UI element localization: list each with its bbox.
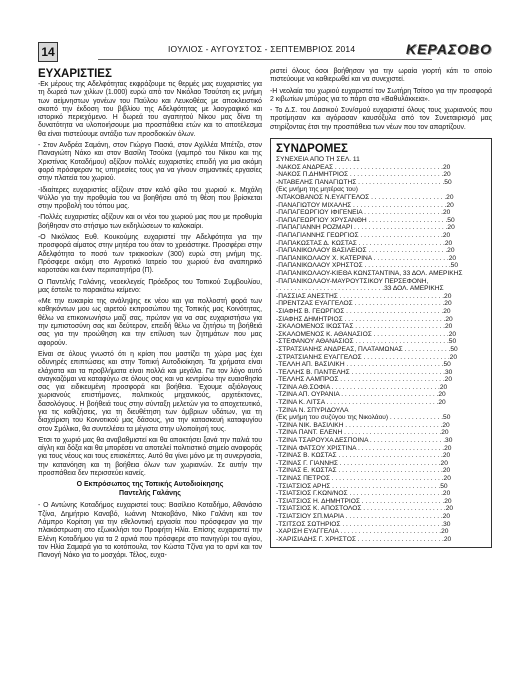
thanks-paragraph: -Εκ μέρους της Αδελφότητας εκφράζουμε τις θερμές μας ευχαριστίες για τη δωρεά των χιλίων (1.000) ευρώ από τον Νικόλαο Τσούτση εις μνήμη των αείμνηστων γονέων του Παύλου και Λευκοθέας με αποκλειστικό σκοπό την έκδοση του βιβλίου της Αδελφότητας με λαογραφικό και ιστορικό περιεχόμενο. Η δωρεά του αγαπητού Νίκου μας δίνει τη δυνατότητα να υλοποιήσουμε μια προσπάθεια ετών και το αποτέλεσμα θα είναι πιστεύουμε αντάξιο των προσδοκιών όλων. bbox=[38, 81, 262, 138]
subscription-row: -ΤΣΙΤΣΟΣ ΣΩΤΗΡΙΟΣ . . . . . . . . . . . . . . . . . . . . . . . . . . . .30 bbox=[276, 520, 451, 528]
right-column bbox=[270, 68, 492, 548]
subscription-row: -ΠΑΠΑΝΙΚΟΛΑΟΥ ΧΡΗΣΤΟΣ . . . . . . . . . . . . . . . . . . . . . . . .50 bbox=[276, 262, 459, 270]
thanks-paragraph: Ο Παντελής Γαλάνης, νεοεκλεγείς Πρόεδρος του Τοπικού Συμβουλίου, μας έστειλε το παρακάτω κείμενο: bbox=[38, 278, 262, 294]
thanks-paragraph: «Με την ευκαιρία της ανάληψης εκ νέου και για πολλοστή φορά των καθηκόντων μου ως αιρετού εκπροσώπου της Τοπικής μας Κοινότητας, θέλω να επικοινωνήσω μαζί σας, πρώτον για να σας ευχαριστήσω για την εμπιστοσύνη σας και δεύτερον, επειδή θέλω να ζητήσω τη βοήθειά σας για την προώθηση και την επίλυση των ζητημάτων που μας αφορούν. bbox=[38, 298, 262, 347]
subscription-row: -ΤΣΙΑΤΣΙΟΣ ΑΡΗΣ . . . . . . . . . . . . . . . . . . . . . . . . . . . . . .50 bbox=[276, 482, 448, 490]
thanks-paragraph: -Ιδιαίτερες ευχαριστίες αξίζουν στον καλό φίλο του χωριού κ. Μιχάλη Ψύλλο για την προθυμία του να βοηθήσει από τη θέση που βρίσκεται στην προβολή του τόπου μας. bbox=[38, 186, 262, 211]
subscription-row: -ΤΖΙΝΑΣ Ε. ΚΩΣΤΑΣ . . . . . . . . . . . . . . . . . . . . . . . . . . . . .20 bbox=[276, 467, 451, 475]
subscription-row: (Εις μνήμη της μητέρας του) bbox=[276, 186, 358, 194]
page-number: 14 bbox=[38, 42, 58, 62]
subscription-row: -ΤΖΙΝΑ ΝΙΚ. ΒΑΣΙΛΙΚΗ . . . . . . . . . . . . . . . . . . . . . . . . . . .20 bbox=[276, 421, 450, 429]
subscription-row: -ΤΖΙΝΑ ΦΑΤΣΟΥ ΧΡΙΣΤΙΝΑ . . . . . . . . . . . . . . . . . . . . . . . .20 bbox=[276, 444, 452, 452]
subscription-row: -ΠΑΠΑΓΙΑΝΝΗ ΡΟΖΜΑΡΙ . . . . . . . . . . . . . . . . . . . . . . . . . .20 bbox=[276, 224, 455, 232]
subscription-row: -ΠΑΠΑΓΕΩΡΓΙΟΥ ΧΡΥΣΑΝΘΗ . . . . . . . . . . . . . . . . . . . . . .50 bbox=[276, 216, 455, 224]
subscription-row: -ΤΕΛΛΗΣ ΛΑΜΠΡΟΣ . . . . . . . . . . . . . . . . . . . . . . . . . . . . .20 bbox=[276, 376, 452, 384]
subscription-row: -ΤΕΛΛΗ ΑΠ. ΒΑΣΙΛΙΚΗ . . . . . . . . . . . . . . . . . . . . . . . . . . .50 bbox=[276, 361, 451, 369]
subscription-row: -ΠΡΕΝΤΖΑΣ ΕΥΑΓΓΕΛΟΣ . . . . . . . . . . . . . . . . . . . . . . . . .20 bbox=[276, 300, 452, 308]
subscription-row: -ΠΑΠΑΓΙΑΝΝΗΣ ΓΕΩΡΓΙΟΣ . . . . . . . . . . . . . . . . . . . . . . .20 bbox=[276, 232, 451, 240]
subscription-row: ΣΥΝΕΧΕΙΑ ΑΠΟ ΤΗ ΣΕΛ. 11 bbox=[276, 156, 360, 164]
subscription-row: -ΤΖΙΝΑ ΑΘ.ΣΟΦΙΑ . . . . . . . . . . . . . . . . . . . . . . . . . . . . . .20 bbox=[276, 383, 448, 391]
subscription-row: -ΠΑΣΣΙΑΣ ΑΝΕΣΤΗΣ . . . . . . . . . . . . . . . . . . . . . . . . . . . . .20 bbox=[276, 292, 452, 300]
subscription-row: -ΤΖΙΝΑ ΠΑΝΤ. ΕΛΕΝΗ . . . . . . . . . . . . . . . . . . . . . . . . . . .20 bbox=[276, 429, 449, 437]
issue-date: ΙΟΥΛΙΟΣ - ΑΥΓΟΥΣΤΟΣ - ΣΕΠΤΕΜΒΡΙΟΣ 2014 bbox=[168, 44, 356, 54]
subscription-row: -ΣΤΡΑΤΣΙΑΝΗΣ ΕΥΑΓΓΕΛΟΣ . . . . . . . . . . . . . . . . . . . . . . . .20 bbox=[276, 353, 457, 361]
thanks-paragraph: - Ο Αντώνης Κοταδήμος ευχαριστεί τους: Βασίλειο Κοταδήμο, Αθανάσιο Τζίνα, Δημήτριο Καναβό, Ιωάννη Ντακοβάνο, Νίκο Γαλάνη και τον Λάμπρο Κορίτση για την εθελοντική εργασία που πρόσφεραν για την πλακόστρωση στο εξωκκλήσι του Προφήτη Ηλία. Επίσης ευχαριστεί την Ελένη Κοταδήμου για τα 2 αρνιά που πρόσφερε στο πανηγύρι του αγίου, τον Ηλία Σαμαρά για τα κοτόπουλα, τον Κώστα Τζίνα για το αρνί και τον Πανογή Νάκο για το μοσχάρι. Τέλος, ευχα- bbox=[38, 502, 262, 560]
subscription-row: -ΤΣΙΑΤΣΙΟΣ Κ. ΑΠΟΣΤΟΛΟΣ . . . . . . . . . . . . . . . . . . . . . . .20 bbox=[276, 505, 454, 513]
subscription-row: -ΝΤΑΚΟΒΑΝΟΣ Ν.ΕΥΑΓΓΕΛΟΣ . . . . . . . . . . . . . . . . . . . . .20 bbox=[276, 194, 454, 202]
subscription-row: -ΣΙΑΦΗΣ ΔΗΜΗΤΡΙΟΣ . . . . . . . . . . . . . . . . . . . . . . . . . . . .20 bbox=[276, 315, 453, 323]
thanks-paragraph: -Ο Νικόλαος Ευθ. Κουκούμης ευχαριστεί την Αδελφότητα για την προσφορά αίματος στην μητέρα του όταν το χρειάστηκε. Προσφέρει στην Αδελφότητα το ποσό των τριακοσίων (300) ευρώ στη μνήμη της. Πρόσφερε ακόμη στο Αγροτικό Ιατρείο του χωριού ένα αναπηρικό καροτσάκι και έναν περιπατητήρα (Π). bbox=[38, 234, 262, 275]
subscription-row: -ΝΑΚΟΣ Π.ΔΗΜΗΤΡΙΟΣ . . . . . . . . . . . . . . . . . . . . . . . . . .20 bbox=[276, 171, 451, 179]
subscription-row: -ΠΑΠΑΝΙΚΟΛΑΟΥ-ΚΙΕΘΑ ΚΩΝΣΤΑΝΤΙΝΑ, 33 ΔΟΛ. ΑΜΕΡΙΚΗΣ bbox=[276, 269, 463, 277]
thanks-paragraph: Είναι σε όλους γνωστό ότι η κρίση που μαστίζει τη χώρα μας έχει οδυνηρές επιπτώσεις και στην Τοπική Αυτοδιοίκηση. Τα χρήματα είναι ελάχιστα και τα προβλήματα είναι πολλά και μεγάλα. Για τον λόγο αυτό αναγκαζόμαι να καταφύγω σε όλους σας και να κεντρίσω την ευαισθησία σας για ειδικευμένη προσφορά και βοήθεια. Έχουμε αξιόλογους χωριανούς επιστήμονες, πολιτικούς μηχανικούς, αρχιτέκτονες, δασολόγους. Η βοήθειά τους στην σύνταξη μελετών για το αποχετευτικό, για τις καθιζήσεις, για τη διευθέτηση των όμβριων υδάτων, για τη διαχείριση του Κοινοτικού μας δάσους, για την κατασκευή καταφυγίου στον Σμόλικα, θα συντελέσει τα μέγιστα στην υλοποίησή τους. bbox=[38, 350, 262, 433]
header-rule bbox=[98, 59, 432, 60]
subscription-row: -ΣΤΡΑΤΣΙΑΝΗΣ ΑΝΔΡΕΑΣ, ΠΛΑΤΑΜΩΝΑΣ . . . . . . . . . . . . .50 bbox=[276, 345, 458, 353]
subscription-row: . . . . . . . . . . . . . . . . . . . . . . . . . . . . . .33 ΔΟΛ. ΑΜΕΡΙΚΗΣ bbox=[276, 285, 444, 293]
subscription-row: -ΝΤΑΒΕΛΗΣ ΠΑΝΑΓΙΩΤΗΣ . . . . . . . . . . . . . . . . . . . . . . . .50 bbox=[276, 178, 452, 186]
subscription-row: -ΤΖΙΝΑ ΤΣΑΡΟΥΧΑ ΔΕΣΠΟΙΝΑ . . . . . . . . . . . . . . . . . . . . .30 bbox=[276, 437, 453, 445]
subscription-row: -ΤΣΙΑΤΣΙΟΥ ΣΠ.ΜΑΡΙΑ . . . . . . . . . . . . . . . . . . . . . . . . . . .20 bbox=[276, 512, 451, 520]
thanks-paragraph: - Στον Ανδρέα Σαμάνη, στον Γιώργο Πασιά, στον Αχιλλέα Μπέτζο, στον Παναγιώτη Νάκο και στον Βασίλη Τσούκα (γαμπρό του Νίκου και της Χριστίνας Κοταδήμου) αξίζουν πολλές ευχαριστίες επειδή για μια ακόμη φορά πρόσφεραν τις υπηρεσίες τους για να γίνουν σημαντικές εργασίες στην πλατεία του χωριού. bbox=[38, 142, 262, 183]
page-header bbox=[38, 42, 492, 60]
subscription-row: -ΤΖΙΝΑΣ Γ. ΓΙΑΝΝΗΣ . . . . . . . . . . . . . . . . . . . . . . . . . . . .20 bbox=[276, 459, 448, 467]
subscription-row: -ΣΤΕΦΑΝΟΥ ΑΘΑΝΑΣΙΟΣ . . . . . . . . . . . . . . . . . . . . . . . . . .50 bbox=[276, 338, 457, 346]
thanks-paragraph: - Το Δ.Σ. του Δασικού Συν/σμού ευχαριστεί όλους τους χωριανούς που προτίμησαν και αγόρασαν καυσόξυλα από τον Συνεταιρισμό μας στηρίζοντας έτσι την προσπάθεια των νέων που τον απαρτίζουν. bbox=[270, 107, 492, 131]
subscription-row: -ΤΖΙΝΑ Κ. ΛΙΤΣΑ . . . . . . . . . . . . . . . . . . . . . . . . . . . . . . .20 bbox=[276, 399, 446, 407]
left-column bbox=[38, 68, 262, 563]
subscription-row: -ΠΑΠΑΚΩΣΤΑΣ Δ. ΚΩΣΤΑΣ . . . . . . . . . . . . . . . . . . . . . . . .20 bbox=[276, 239, 453, 247]
subscription-row: -ΤΕΛΛΗΣ Β. ΠΑΝΤΕΛΗΣ . . . . . . . . . . . . . . . . . . . . . . . . . .30 bbox=[276, 368, 453, 376]
signature-name: Παντελής Γαλάνης bbox=[119, 489, 181, 497]
subscription-row: -ΤΣΙΑΤΣΙΟΣ Γ.ΚΩΝ/ΝΟΣ . . . . . . . . . . . . . . . . . . . . . . . . . .20 bbox=[276, 490, 451, 498]
subscription-row: -ΠΑΠΑΝΙΚΟΛΑΟΥ ΒΑΣΙΛΕΙΟΣ . . . . . . . . . . . . . . . . . . . . . .20 bbox=[276, 247, 455, 255]
subscriptions-list bbox=[276, 156, 486, 543]
thanks-paragraph: -Πολλές ευχαριστίες αξίζουν και οι νέοι του χωριού μας που με προθυμία βοήθησαν στο στήσιμο των εκδηλώσεων το καλοκαίρι. bbox=[38, 214, 262, 230]
magazine-logo: ΚΕΡΑΣΟΒΟ bbox=[405, 41, 492, 57]
subscription-row: -ΧΑΡΙΣΙΑΔΗΣ Γ. ΧΡΗΣΤΟΣ . . . . . . . . . . . . . . . . . . . . . . . .20 bbox=[276, 535, 452, 543]
subscription-row: -ΤΖΙΝΑ ΑΠ. ΟΥΡΑΝΙΑ . . . . . . . . . . . . . . . . . . . . . . . . . . .20 bbox=[276, 391, 446, 399]
subscription-row: -ΝΑΚΟΣ ΑΝΔΡΕΑΣ . . . . . . . . . . . . . . . . . . . . . . . . . . . . . .20 bbox=[276, 163, 451, 171]
subscription-row: -ΤΖΙΝΑ Ν. ΣΠΥΡΙΔΟΥΛΑ bbox=[276, 406, 349, 414]
subscription-row: -ΠΑΠΑΝΙΚΟΛΑΟΥ-ΜΑΥΡΟΥΤΣΙΚΟΥ ΠΕΡΣΕΦΟΝΗ, bbox=[276, 277, 429, 285]
subscription-row: -ΠΑΠΑΝΙΚΟΛΑΟΥ Χ. ΚΑΤΕΡΙΝΑ . . . . . . . . . . . . . . . . . . . . .20 bbox=[276, 254, 457, 262]
subscription-row: -ΠΑΠΑΓΕΩΡΓΙΟΥ ΙΦΙΓΕΝΕΙΑ . . . . . . . . . . . . . . . . . . . . . .20 bbox=[276, 209, 451, 217]
thanks-paragraph: Έτσι το χωριό μας θα αναβαθμιστεί και θα αποκτήσει ξανά την παλιά του αίγλη και δόξα και θα μπορέσει να αποτελεί πολιτιστικό σημείο αναφοράς για τους νέους και τους επισκέπτες. Αυτό θα γίνει μόνο με τη συνεργασία, την κατανόηση και τη βοήθεια όλων των χωριανών. Σε αυτήν την προσπάθεια δεν περισσεύει κανείς. bbox=[38, 436, 262, 478]
subscriptions-box bbox=[270, 138, 492, 548]
signature bbox=[38, 481, 262, 498]
subscription-row: (Εις μνήμη του συζύγου της Νικολάου) . . . . . . . . . . . . . . .50 bbox=[276, 414, 451, 422]
subscription-row: -ΤΖΙΝΑΣ Β. ΚΩΣΤΑΣ . . . . . . . . . . . . . . . . . . . . . . . . . . . . .20 bbox=[276, 452, 451, 460]
signature-role: Ο Εκπρόσωπος της Τοπικής Αυτοδιοίκησης bbox=[76, 481, 224, 489]
thanks-paragraph: -Η νεολαία του χωριού ευχαριστεί τον Σωτήρη Τσίτσο για την προσφορά 2 κιβωτίων μπύρας για το πάρτι στα «Βαθυλάκκεια». bbox=[270, 87, 492, 103]
subscription-row: -ΣΚΑΛΟΜΕΝΟΣ Κ. ΑΘΑΝΑΣΙΟΣ . . . . . . . . . . . . . . . . . . . . .20 bbox=[276, 330, 457, 338]
thanks-paragraph: ριστεί όλους όσοι βοήθησαν για την ωραία γιορτή κάτι το οποίο πιστεύουμε να καθιερωθεί και να συνεχιστεί. bbox=[270, 68, 492, 84]
subscription-row: -ΣΙΑΦΗΣ Β. ΓΕΩΡΓΙΟΣ . . . . . . . . . . . . . . . . . . . . . . . . . . .20 bbox=[276, 307, 451, 315]
subscription-row: -ΧΑΡΙΣΗ ΕΥΑΓΓΕΛΙΑ . . . . . . . . . . . . . . . . . . . . . . . . . . . .20 bbox=[276, 528, 449, 536]
thanks-title: ΕΥΧΑΡΙΣΤΙΕΣ bbox=[38, 68, 112, 80]
subscription-row: -ΤΖΙΝΑΣ ΠΕΤΡΟΣ . . . . . . . . . . . . . . . . . . . . . . . . . . . . . . .20 bbox=[276, 475, 451, 483]
subscriptions-title: ΣΥΝΔΡΟΜΕΣ bbox=[276, 143, 348, 156]
subscription-row: -ΤΣΙΑΤΣΙΟΣ Η. ΔΗΜΗΤΡΙΟΣ . . . . . . . . . . . . . . . . . . . . . . .20 bbox=[276, 497, 452, 505]
subscription-row: -ΠΑΝΑΓΙΩΤΟΥ ΜΙΧΑΛΗΣ . . . . . . . . . . . . . . . . . . . . . . . . . .20 bbox=[276, 201, 454, 209]
subscription-row: -ΣΚΑΛΟΜΕΝΟΣ ΙΚΩΣΤΑΣ . . . . . . . . . . . . . . . . . . . . . . . . .20 bbox=[276, 323, 453, 331]
